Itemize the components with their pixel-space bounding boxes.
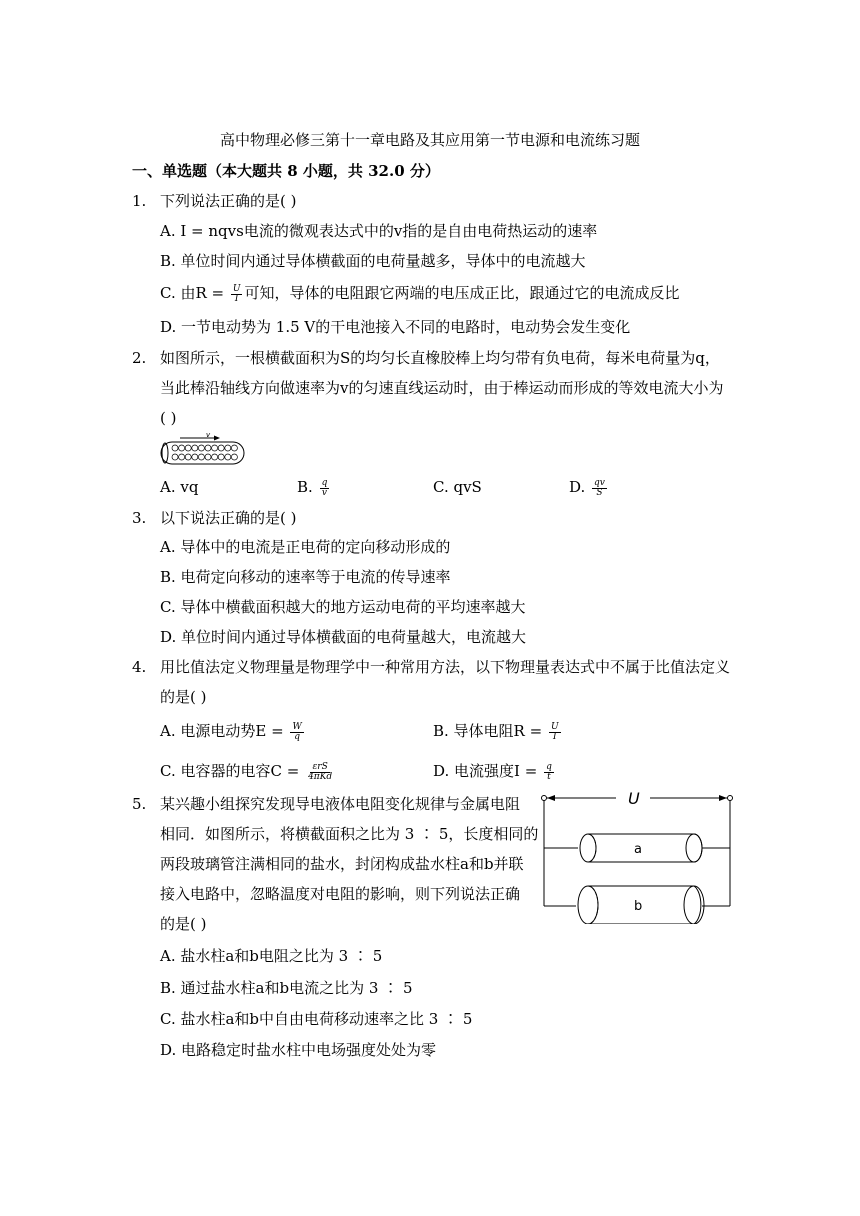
q2-option-d <box>569 477 609 498</box>
q4-option-a-prefix: A. 电源电动势E = <box>160 722 289 740</box>
q4-d-den: t <box>547 771 551 782</box>
q1-option-c <box>160 283 680 304</box>
q2-b-num: q <box>321 477 328 488</box>
q3-option-a: A. 导体中的电流是正电荷的定向移动形成的 <box>160 538 451 556</box>
q4-c-fraction <box>306 763 334 782</box>
q2-line-3: ( ) <box>160 409 177 427</box>
q5-line-2: 相同．如图所示，将横截面积之比为 3 ∶ 5，长度相同的 <box>160 825 539 843</box>
q1-fraction <box>231 285 243 304</box>
q1-number: 1. <box>132 192 147 210</box>
q1-option-d: D. 一节电动势为 1.5 V的干电池接入不同的电路时，电动势会发生变化 <box>160 318 631 336</box>
q4-option-d-prefix: D. 电流强度I = <box>433 762 543 780</box>
q5-option-a: A. 盐水柱a和b电阻之比为 3 ∶ 5 <box>160 947 383 965</box>
q4-b-den: I <box>552 731 557 742</box>
q5-line-3: 两段玻璃管注满相同的盐水，封闭构成盐水柱a和b并联 <box>160 855 524 873</box>
q4-option-d <box>433 761 556 782</box>
q2-d-num: qv <box>594 477 605 488</box>
tube-label-b: b <box>634 899 643 914</box>
q5-line-4: 接入电路中，忽略温度对电阻的影响，则下列说法正确 <box>160 885 521 903</box>
q4-option-b-prefix: B. 导体电阻R = <box>433 722 547 740</box>
q4-b-num: U <box>550 721 559 732</box>
q2-b-fraction <box>320 479 330 498</box>
q4-option-a <box>160 721 306 742</box>
q5-option-b: B. 通过盐水柱a和b电流之比为 3 ∶ 5 <box>160 979 413 997</box>
q4-line-1: 用比值法定义物理量是物理学中一种常用方法，以下物理量表达式中不属于比值法定义 <box>160 658 731 676</box>
q3-option-b: B. 电荷定向移动的速率等于电流的传导速率 <box>160 568 451 586</box>
q3-number: 3. <box>132 509 147 527</box>
q5-number: 5. <box>132 795 147 813</box>
q2-d-fraction <box>592 479 607 498</box>
q5-option-c: C. 盐水柱a和b中自由电荷移动速率之比 3 ∶ 5 <box>160 1010 473 1028</box>
q2-line-1: 如图所示，一根横截面积为S的均匀长直橡胶棒上均匀带有负电荷，每米电荷量为q， <box>160 349 720 367</box>
salt-water-circuit-figure <box>540 788 740 924</box>
q4-a-num: W <box>292 721 302 732</box>
q4-d-num: q <box>546 761 552 772</box>
q2-option-b <box>297 477 331 498</box>
q2-b-den: v <box>321 487 327 498</box>
q1-option-b: B. 单位时间内通过导体横截面的电荷量越多，导体中的电流越大 <box>160 252 586 270</box>
rod-figure <box>158 432 248 468</box>
q1-frac-num: U <box>232 283 241 294</box>
q1-option-a: A. I = nqvs电流的微观表达式中的v指的是自由电荷热运动的速率 <box>160 222 598 240</box>
tube-label-a: a <box>634 842 642 857</box>
q2-option-c: C. qvS <box>433 478 482 496</box>
q5-line-1: 某兴趣小组探究发现导电液体电阻变化规律与金属电阻 <box>160 795 521 813</box>
q2-option-a: A. vq <box>160 478 199 496</box>
rod-velocity-label: v <box>206 432 211 439</box>
q1-frac-den: I <box>234 293 239 304</box>
q4-b-fraction <box>549 723 561 742</box>
q2-line-2: 当此棒沿轴线方向做速率为v的匀速直线运动时，由于棒运动而形成的等效电流大小为 <box>160 379 724 397</box>
q4-number: 4. <box>132 658 147 676</box>
q2-option-b-prefix: B. <box>297 478 318 496</box>
q2-number: 2. <box>132 349 147 367</box>
q4-a-den: q <box>294 731 300 742</box>
q2-option-d-prefix: D. <box>569 478 591 496</box>
q3-stem: 以下说法正确的是( ) <box>160 509 297 527</box>
q4-option-c <box>160 761 336 782</box>
q1-stem: 下列说法正确的是( ) <box>160 192 297 210</box>
q2-d-den: S <box>596 487 603 498</box>
q4-c-num: εrS <box>312 761 328 772</box>
q4-line-2: 的是( ) <box>160 688 207 706</box>
q1-option-c-prefix: C. 由R = <box>160 284 229 302</box>
q3-option-c: C. 导体中横截面积越大的地方运动电荷的平均速率越大 <box>160 598 526 616</box>
q3-option-d: D. 单位时间内通过导体横截面的电荷量越大，电流越大 <box>160 628 527 646</box>
q4-a-fraction <box>290 723 303 742</box>
q4-option-b <box>433 721 563 742</box>
q4-d-fraction <box>544 763 554 782</box>
q4-c-den: 4πKd <box>308 771 333 782</box>
q5-option-d: D. 电路稳定时盐水柱中电场强度处处为零 <box>160 1041 437 1059</box>
q4-option-c-prefix: C. 电容器的电容C = <box>160 762 305 780</box>
page-title: 高中物理必修三第十一章电路及其应用第一节电源和电流练习题 <box>219 131 640 149</box>
q1-option-c-suffix: 可知，导体的电阻跟它两端的电压成正比，跟通过它的电流成反比 <box>244 284 680 302</box>
voltage-label-u: U <box>628 789 640 808</box>
section-heading: 一、单选题（本大题共 8 小题，共 32.0 分） <box>132 162 440 180</box>
q5-line-5: 的是( ) <box>160 915 207 933</box>
